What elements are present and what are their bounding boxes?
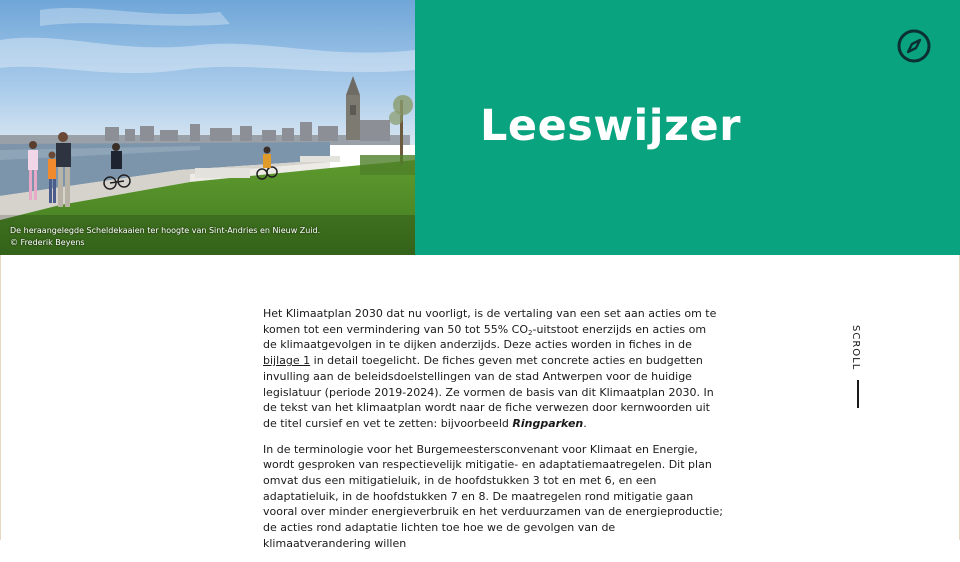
paragraph-text: -uitstoot enerzijds en acties om de klimaatgevolgen in te dijken anderzijds. Deze acties worden in fiches in de (263, 322, 707, 352)
photo-caption (10, 225, 410, 249)
article-body (263, 306, 723, 562)
hero-photo (0, 0, 415, 255)
caption-text: De heraangelegde Scheldekaaien ter hoogte van Sint-Andries en Nieuw Zuid. (10, 226, 321, 235)
scheldekaaien-illustration (0, 0, 415, 255)
paragraph-intro (263, 306, 723, 432)
example-keyword: Ringparken (512, 416, 584, 430)
navigation-button[interactable] (897, 29, 931, 63)
co2-subscript: 2 (528, 328, 533, 337)
paragraph-terminology: In de terminologie voor het Burgemeestersconvenant voor Klimaat en Energie, wordt gesproken van respectievelijk mitigatie- en adaptatiemaatregelen. Dit plan omvat dus een mitigatieluik, in de hoofdstukken 3 tot en met 6, en een adaptatieluik, in de hoofdstukken 7 en 8. De maatregelen rond mitigatie gaan vooral over minder energieverbruik en het verduurzamen van de energieproductie; de acties rond adaptatie lichten toe hoe we de gevolgen van de klimaatverandering willen (263, 442, 723, 550)
bijlage-link[interactable]: bijlage 1 (263, 354, 311, 368)
paragraph-text: . (583, 416, 587, 430)
hero-header (0, 0, 960, 255)
scroll-label: SCROLL (850, 325, 861, 371)
page-title: Leeswijzer (480, 101, 741, 151)
scroll-indicator[interactable] (846, 325, 870, 410)
scroll-line (857, 380, 859, 408)
photo-credit: © Frederik Beyens (10, 238, 85, 247)
paragraph-text: Het Klimaatplan 2030 dat nu voorligt, is de vertaling van een set aan acties om te komen tot een vermindering van 50 tot 55% CO (263, 307, 717, 336)
compass-icon (897, 29, 931, 63)
title-panel (415, 0, 960, 255)
page-border-left (0, 255, 1, 540)
paragraph-text: in detail toegelicht. De fiches geven met concrete acties en budgetten invulling aan de beleidsdoelstellingen van de stad Antwerpen voor de huidige legislatuur (periode 2019-2024). Ze vormen de basis van dit Klimaatplan 2030. In de tekst van het klimaatplan wordt naar de fiche verwezen door kernwoorden uit de titel cursief en vet te zetten: bijvoorbeeld (263, 354, 714, 430)
